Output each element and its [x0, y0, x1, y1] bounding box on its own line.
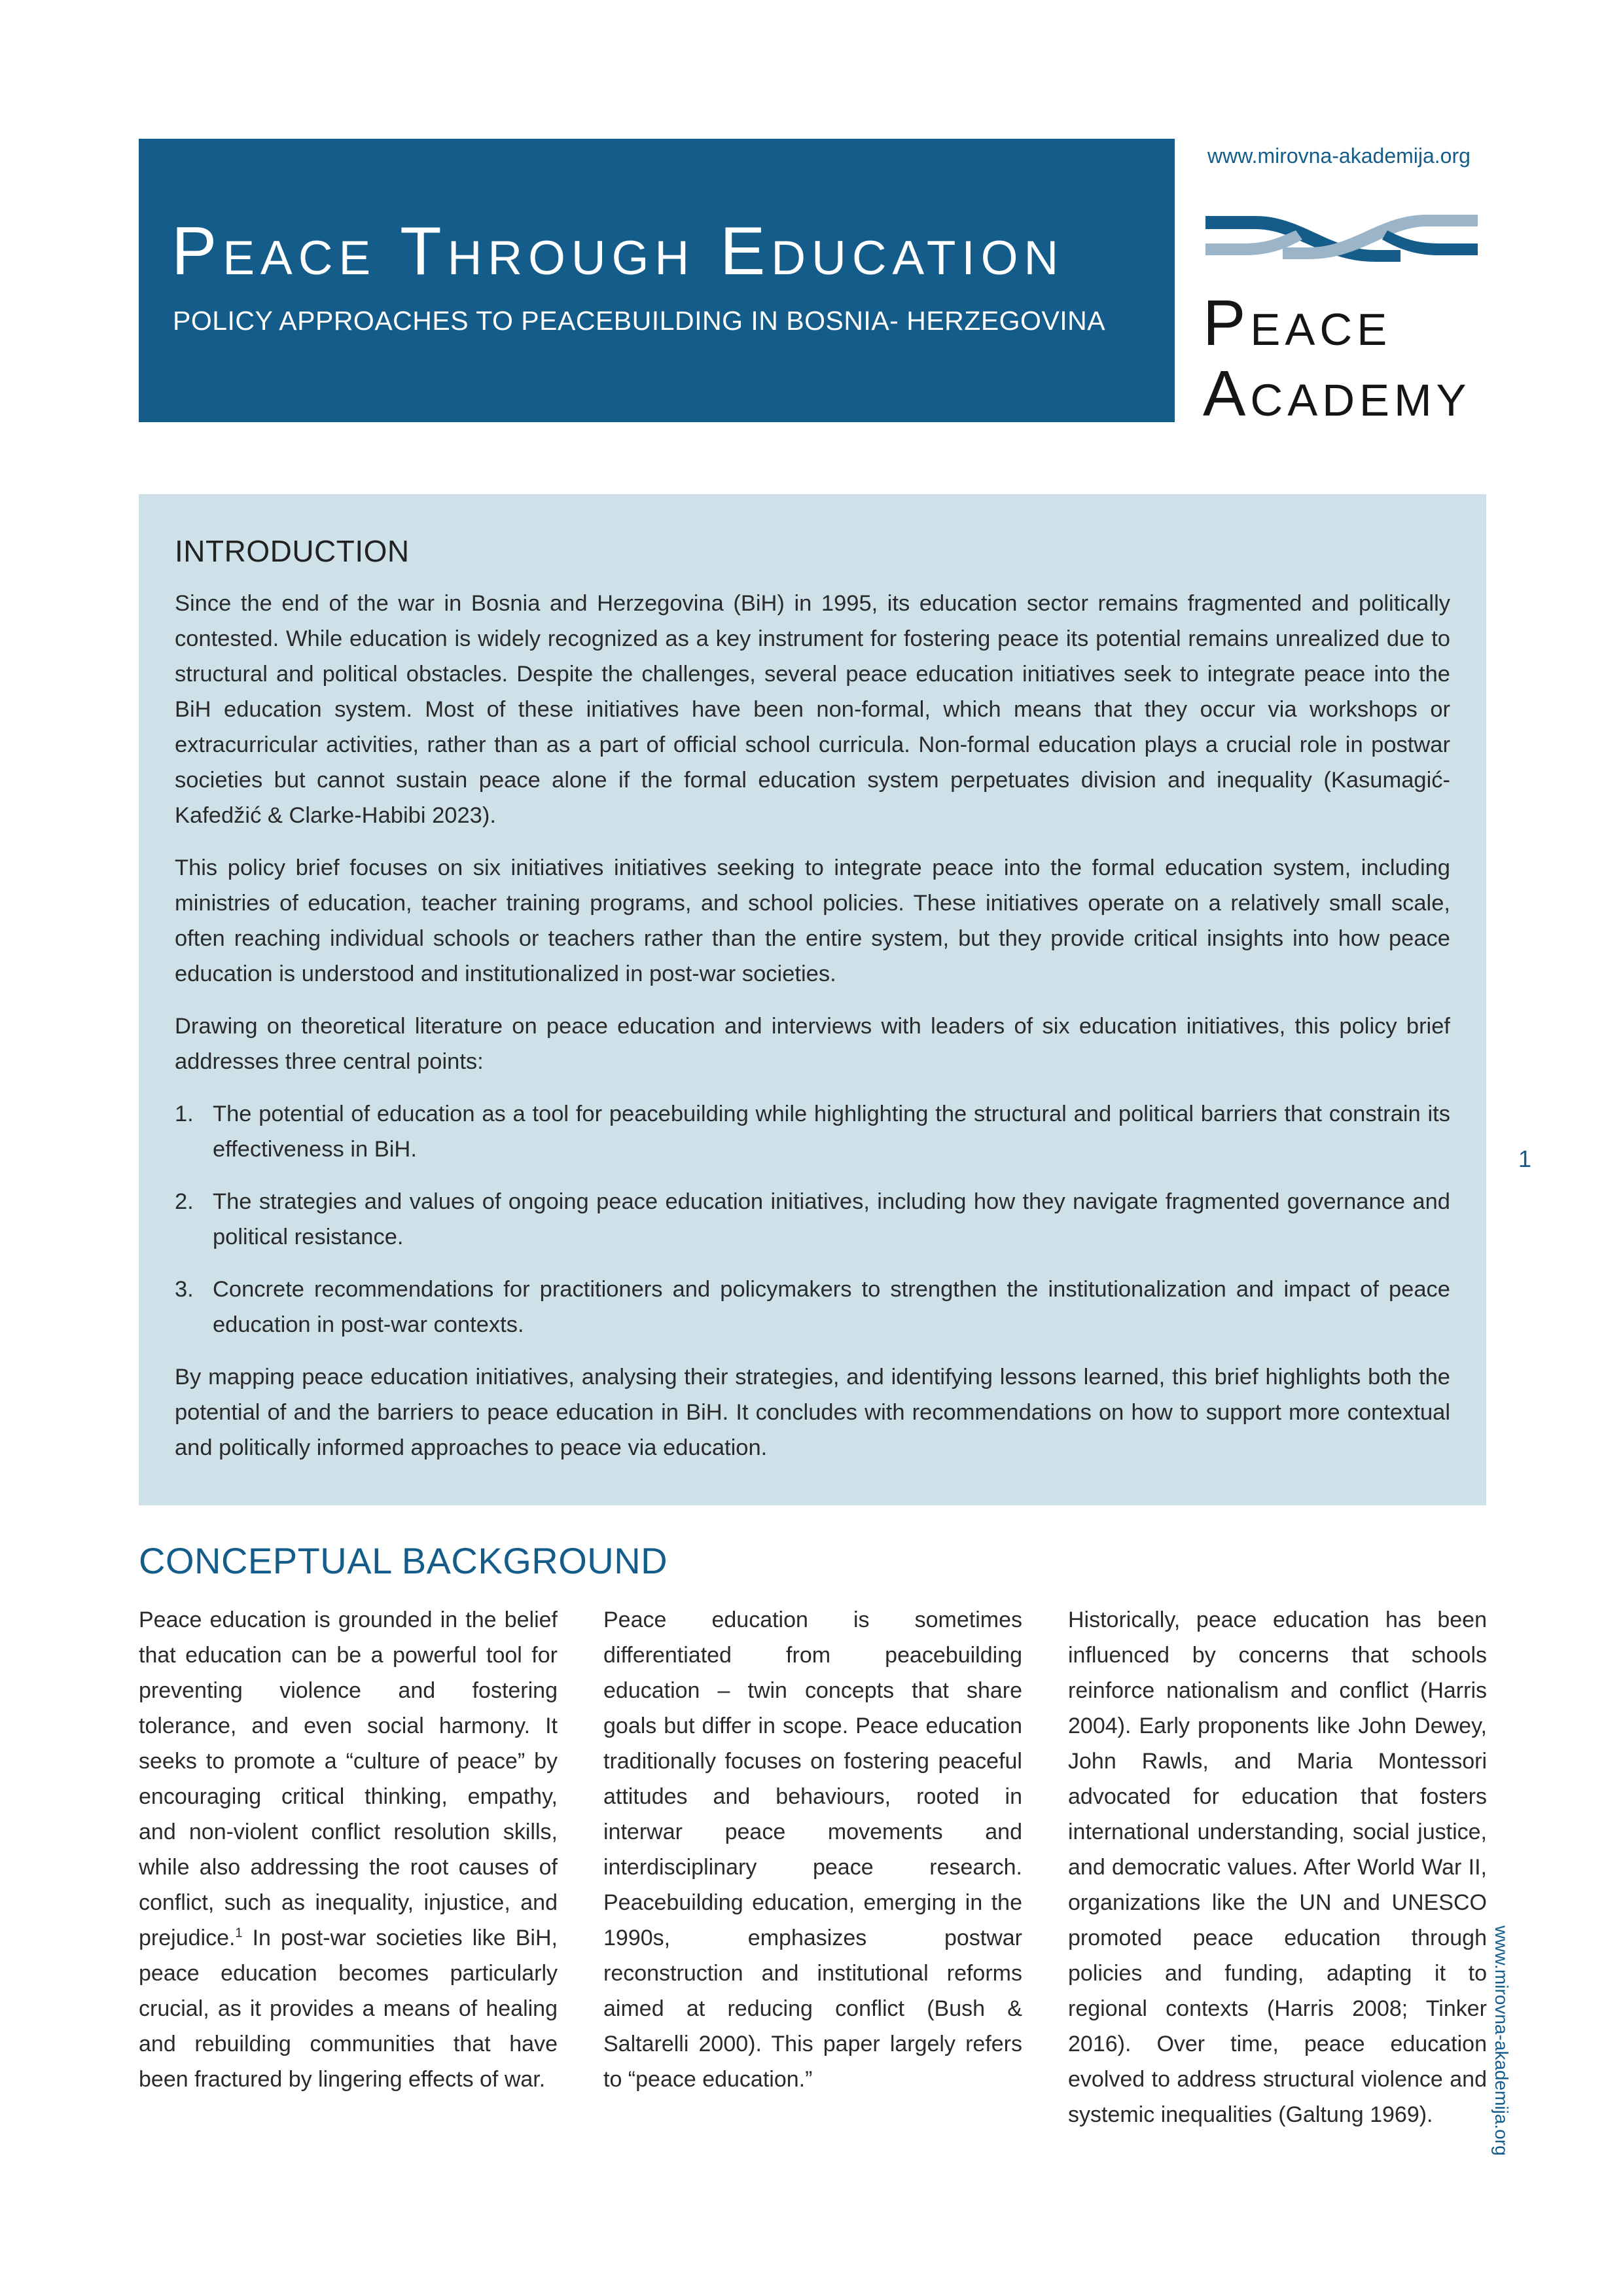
column-1-text: Peace education is grounded in the belief that education can be a powerful tool for preventing violence and fostering tolerance, and even social harmony. It seeks to promote a “culture of peace” by encouraging critical thinking, empathy, and non-violent conflict resolution skills, while also addressing the root causes of conflict, such as inequality, injustice, and prejudice.: [139, 1607, 558, 1950]
logo-line-1: Peace: [1203, 287, 1392, 359]
intro-paragraph-1: Since the end of the war in Bosnia and Herzegovina (BiH) in 1995, its education sector remains fragmented and politically contested. While education is widely recognized as a key instrument for fostering peace its potential remains unrealized due to structural and political obstacles. Despite the challenges, several peace education initiatives seek to integrate peace into the BiH education system. Most of these initiatives have been non-formal, which means that they occur via workshops or extracurricular activities, rather than as a part of official school curricula. Non-formal education plays a crucial role in postwar societies but cannot sustain peace alone if the formal education system perpetuates division and inequality (Kasumagić-Kafedžić & Clarke-Habibi 2023).: [175, 591, 1450, 828]
list-item-number: 1.: [175, 1102, 194, 1126]
document-subtitle: POLICY APPROACHES TO PEACEBUILDING IN BOSNIA- HERZEGOVINA: [173, 306, 1106, 336]
side-website-link[interactable]: www.mirovna-akademija.org: [1491, 1926, 1512, 2156]
list-item: [175, 1272, 1450, 1342]
central-points-list: [175, 1096, 1450, 1342]
list-item: [175, 1096, 1450, 1167]
page-number: 1: [1518, 1145, 1532, 1172]
peace-academy-logo: [1203, 288, 1471, 429]
list-item-number: 2.: [175, 1189, 194, 1214]
intro-closing-paragraph: By mapping peace education initiatives, analysing their strategies, and identifying lessons learned, this brief highlights both the potential of and the barriers to peace education in BiH. It concludes with recommendations on how to support more contextual and politically informed approaches to peace via education.: [175, 1365, 1450, 1460]
peace-academy-logo-icon: [1204, 204, 1479, 270]
conceptual-background-heading: CONCEPTUAL BACKGROUND: [139, 1540, 668, 1581]
header-band: [139, 139, 1175, 422]
list-item-text: Concrete recommendations for practitioners and policymakers to strengthen the institutionalization and impact of peace education in post-war contexts.: [213, 1277, 1450, 1337]
intro-paragraph-2: This policy brief focuses on six initiatives initiatives seeking to integrate peace into the formal education system, including ministries of education, teacher training programs, and school policies. These initiatives operate on a relatively small scale, often reaching individual schools or teachers rather than the entire system, but they provide critical insights into how peace education is understood and institutionalized in post-war societies.: [175, 855, 1450, 986]
footnote-marker[interactable]: 1: [235, 1926, 243, 1941]
introduction-box: [139, 494, 1486, 1505]
introduction-heading: INTRODUCTION: [175, 534, 410, 568]
list-item-number: 3.: [175, 1277, 194, 1302]
logo-line-2: Academy: [1203, 357, 1471, 429]
background-column-3: Historically, peace education has been influenced by concerns that schools reinforce nationalism and conflict (Harris 2004). Early proponents like John Dewey, John Rawls, and Maria Montessori advocated for education that fosters international understanding, social justice, and democratic values. After World War II, organizations like the UN and UNESCO promoted peace education through policies and funding, adapting it to regional contexts (Harris 2008; Tinker 2016). Over time, peace education evolved to address structural violence and systemic inequalities (Galtung 1969).: [1068, 1607, 1487, 2127]
list-item-text: The strategies and values of ongoing peace education initiatives, including how they navigate fragmented governance and political resistance.: [213, 1189, 1450, 1249]
intro-paragraph-3: Drawing on theoretical literature on peace education and interviews with leaders of six education initiatives, this policy brief addresses three central points:: [175, 1014, 1450, 1074]
website-link[interactable]: www.mirovna-akademija.org: [1207, 144, 1471, 168]
list-item-text: The potential of education as a tool for peacebuilding while highlighting the structural and political barriers that constrain its effectiveness in BiH.: [213, 1102, 1450, 1162]
column-1-text-continued: In post-war societies like BiH, peace education becomes particularly crucial, as it provides a means of healing and rebuilding communities that have been fractured by lingering effects of war.: [139, 1926, 558, 2092]
background-column-2: Peace education is sometimes differentiated from peacebuilding education – twin concepts that share goals but differ in scope. Peace education traditionally focuses on fostering peaceful attitudes and behaviours, rooted in interwar peace movements and interdisciplinary peace research. Peacebuilding education, emerging in the 1990s, emphasizes postwar reconstruction and institutional reforms aimed at reducing conflict (Bush & Saltarelli 2000). This paper largely refers to “peace education.”: [603, 1607, 1022, 2092]
list-item: [175, 1184, 1450, 1255]
background-column-1: [139, 1602, 558, 2097]
document-title: Peace Through Education: [171, 213, 1065, 289]
